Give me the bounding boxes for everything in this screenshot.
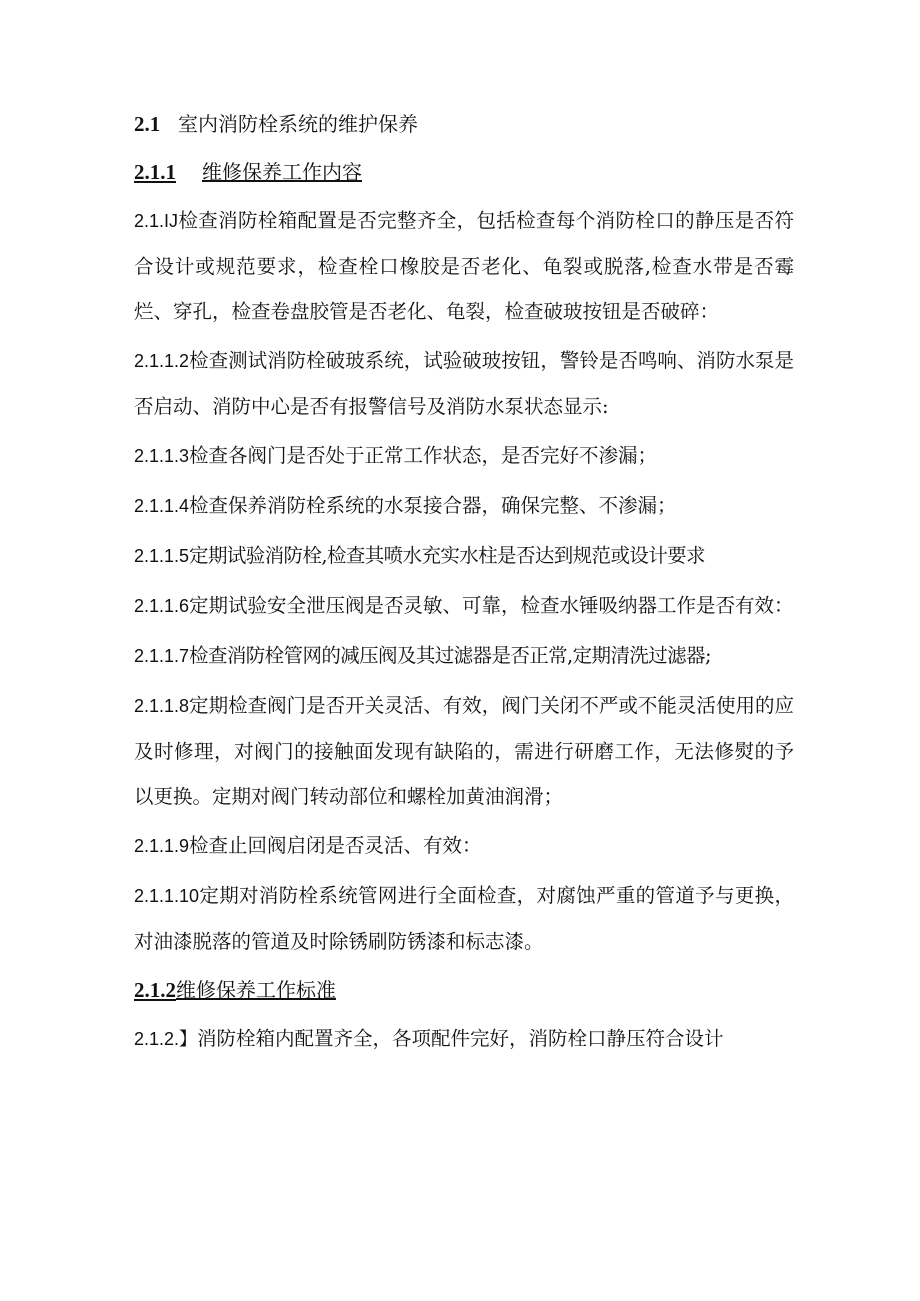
item-number: 2.1.1.6 bbox=[134, 596, 190, 616]
item-number: 2.1.IJ bbox=[134, 211, 179, 231]
item-number: 2.1.1.7 bbox=[134, 646, 190, 666]
list-item bbox=[134, 433, 794, 479]
subsection-number: 2.1.2 bbox=[134, 978, 176, 1002]
subsection-heading-2 bbox=[134, 968, 794, 1012]
item-text: 检查止回阀启闭是否灵活、有效： bbox=[189, 834, 482, 857]
subsection-number: 2.1.1 bbox=[134, 160, 176, 184]
list-item bbox=[134, 338, 794, 429]
list-item bbox=[134, 823, 794, 869]
item-number: 2.1.2.】 bbox=[134, 1029, 198, 1049]
item-number: 2.1.1.4 bbox=[134, 496, 190, 516]
item-text: 检查各阀门是否处于正常工作状态，是否完好不渗漏； bbox=[189, 444, 658, 467]
list-item bbox=[134, 583, 794, 629]
item-number: 2.1.1.9 bbox=[134, 836, 190, 856]
list-item bbox=[134, 483, 794, 529]
item-number: 2.1.1.5 bbox=[134, 546, 190, 566]
document-page bbox=[134, 102, 794, 1066]
item-number: 2.1.1.3 bbox=[134, 446, 190, 466]
item-number: 2.1.1.10 bbox=[134, 886, 200, 906]
item-number: 2.1.1.2 bbox=[134, 351, 190, 371]
list-item bbox=[134, 198, 794, 334]
section-title: 室内消防栓系统的维护保养 bbox=[178, 112, 418, 136]
item-text: 检查消防栓箱配置是否完整齐全，包括检查每个消防栓口的静压是否符合设计或规范要求，检查栓口橡胶是否老化、龟裂或脱落,检查水带是否霉烂、穿孔，检查卷盘胶管是否老化、龟裂，检查破玻按钮是否破碎： bbox=[134, 209, 794, 323]
item-text: 检查测试消防栓破玻系统，试验破玻按钮，警铃是否鸣响、消防水泵是否启动、消防中心是否有报警信号及消防水泵状态显示: bbox=[134, 349, 794, 418]
item-text: 检查保养消防栓系统的水泵接合器，确保完整、不渗漏； bbox=[189, 494, 677, 517]
item-text: 定期试验消防栓,检查其喷水充实水柱是否达到规范或设计要求 bbox=[189, 544, 705, 567]
item-text: 定期试验安全泄压阀是否灵敏、可靠，检查水锤吸纳器工作是否有效： bbox=[189, 594, 794, 617]
subsection-title: 维修保养工作标准 bbox=[176, 978, 336, 1002]
item-text: 定期对消防栓系统管网进行全面检查，对腐蚀严重的管道予与更换，对油漆脱落的管道及时除锈刷防锈漆和标志漆。 bbox=[134, 884, 794, 953]
list-item bbox=[134, 683, 794, 819]
item-number: 2.1.1.8 bbox=[134, 696, 190, 716]
subsection-title: 维修保养工作内容 bbox=[202, 160, 362, 184]
list-item bbox=[134, 633, 794, 679]
list-item bbox=[134, 1016, 794, 1062]
item-text: 定期检查阀门是否开关灵活、有效，阀门关闭不严或不能灵活使用的应及时修理，对阀门的接触面发现有缺陷的，需进行研磨工作，无法修熨的予以更换。定期对阀门转动部位和螺栓加黄油润滑； bbox=[134, 694, 794, 808]
section-heading bbox=[134, 102, 794, 146]
list-item bbox=[134, 873, 794, 964]
list-item bbox=[134, 533, 794, 579]
subsection-heading-1 bbox=[134, 150, 794, 194]
item-text: 检查消防栓管网的减压阀及其过滤器是否正常,定期清洗过滤器; bbox=[189, 644, 711, 667]
section-number: 2.1 bbox=[134, 112, 161, 136]
item-text: 消防栓箱内配置齐全，各项配件完好，消防栓口静压符合设计 bbox=[197, 1027, 724, 1050]
